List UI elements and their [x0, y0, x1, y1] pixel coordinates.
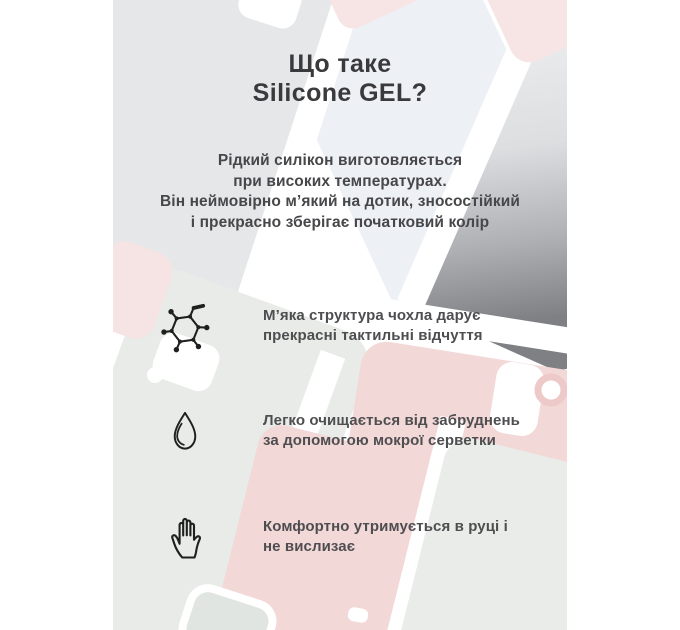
- intro-paragraph: [0, 151, 680, 233]
- feature-2-line-1: Легко очищається від забруднень: [263, 412, 520, 429]
- molecule-icon: [148, 298, 222, 355]
- feature-row-comfort-grip: [148, 506, 568, 568]
- intro-line-2: при високих температурах.: [233, 172, 447, 190]
- feature-1-line-1: М’яка структура чохла дарує: [263, 307, 481, 324]
- intro-line-1: Рідкий силікон виготовляється: [217, 152, 463, 169]
- page-title: [0, 50, 680, 108]
- water-drop-icon: [148, 410, 222, 453]
- feature-text-comfort-grip: [263, 517, 508, 557]
- feature-text-easy-cleaning: [263, 411, 520, 451]
- feature-2-line-2: за допомогою мокрої серветки: [263, 432, 496, 449]
- hand-icon: [148, 512, 222, 562]
- feature-1-line-2: прекрасні тактильні відчуття: [263, 327, 483, 344]
- feature-row-easy-cleaning: [148, 400, 568, 462]
- feature-row-soft-structure: [148, 295, 568, 357]
- feature-3-line-2: не вислизає: [263, 538, 356, 555]
- feature-text-soft-structure: [263, 306, 483, 346]
- intro-line-3: Він неймовірно м’який на дотик, зносостійкий: [160, 193, 520, 210]
- feature-3-line-1: Комфортно утримується в руці і: [263, 518, 508, 535]
- intro-line-4: і прекрасно зберігає початковий колір: [190, 213, 490, 231]
- title-line-2: Silicone GEL?: [252, 79, 428, 107]
- title-line-1: Що таке: [288, 50, 392, 78]
